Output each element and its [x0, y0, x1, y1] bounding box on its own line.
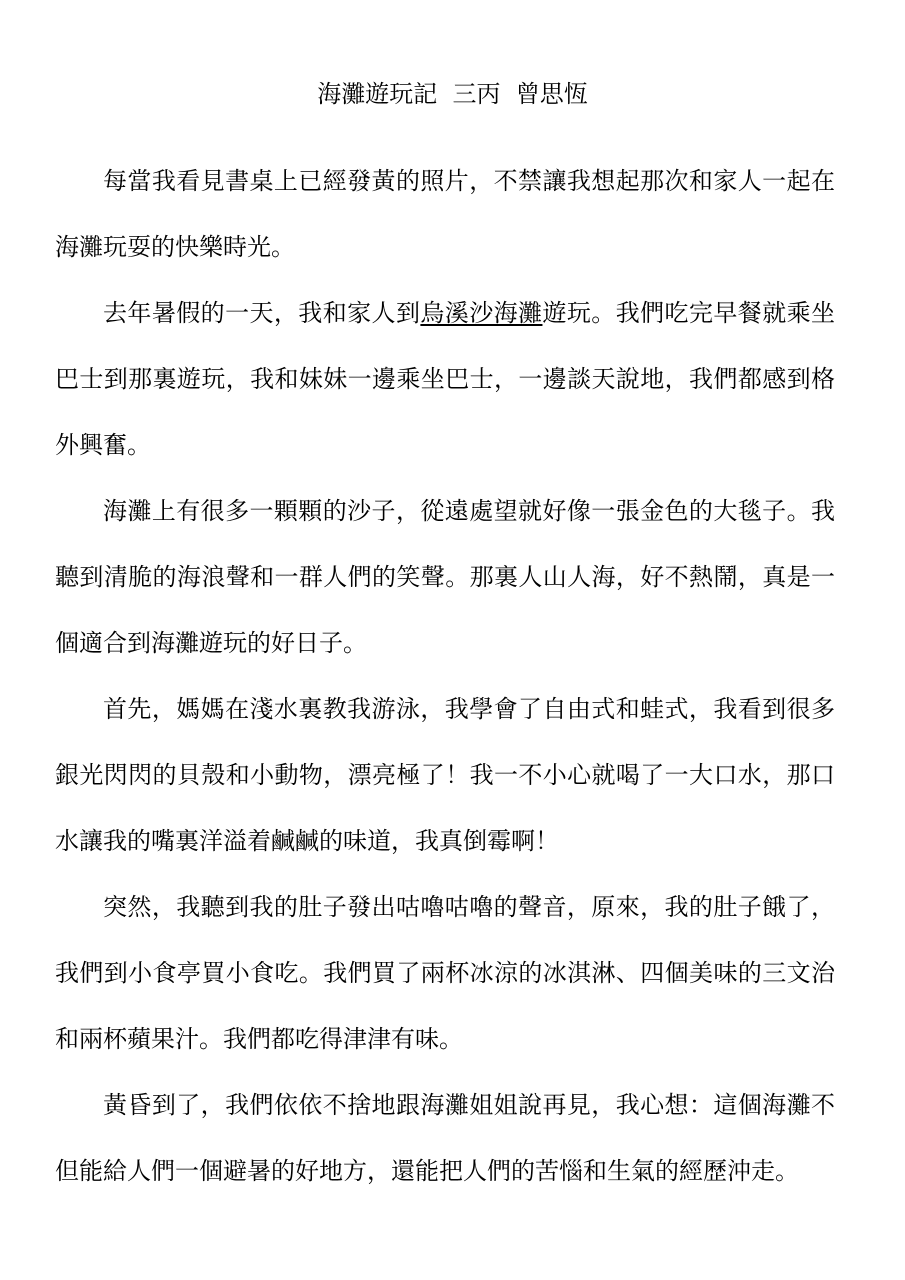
paragraph-6: 黃昏到了，我們依依不捨地跟海灘姐姐說再見，我心想：這個海灘不但能給人們一個避暑的好地方，還能把人們的苦惱和生氣的經歷沖走。	[55, 1091, 835, 1185]
essay-title: 海灘遊玩記 三丙 曾思恆	[317, 80, 588, 108]
essay-body	[55, 148, 835, 1204]
paragraph-3: 海灘上有很多一顆顆的沙子，從遠處望就好像一張金色的大毯子。我聽到清脆的海浪聲和一群人們的笑聲。那裏人山人海，好不熱鬧，真是一個適合到海灘遊玩的好日子。	[55, 497, 835, 657]
paragraph-2	[55, 280, 835, 478]
paragraph-1: 每當我看見書桌上已經發黃的照片，不禁讓我想起那次和家人一起在海灘玩耍的快樂時光。	[55, 167, 835, 261]
paragraph-2-text-after: 遊玩。我們吃完早餐就乘坐巴士到那裏遊玩，我和妹妹一邊乘坐巴士，一邊談天說地，我們都感到格外興奮。	[55, 299, 836, 459]
paragraph-4: 首先，媽媽在淺水裏教我游泳，我學會了自由式和蛙式，我看到很多銀光閃閃的貝殼和小動物，漂亮極了！我一不小心就喝了一大口水，那口水讓我的嘴裏洋溢着鹹鹹的味道，我真倒霉啊！	[55, 695, 835, 855]
underlined-place-name: 烏溪沙海灘	[420, 299, 543, 327]
paragraph-2-text-before: 去年暑假的一天，我和家人到	[103, 299, 421, 327]
paragraph-5: 突然，我聽到我的肚子發出咕嚕咕嚕的聲音，原來，我的肚子餓了，我們到小食亭買小食吃。我們買了兩杯冰涼的冰淇淋、四個美味的三文治和兩杯蘋果汁。我們都吃得津津有味。	[55, 893, 835, 1053]
